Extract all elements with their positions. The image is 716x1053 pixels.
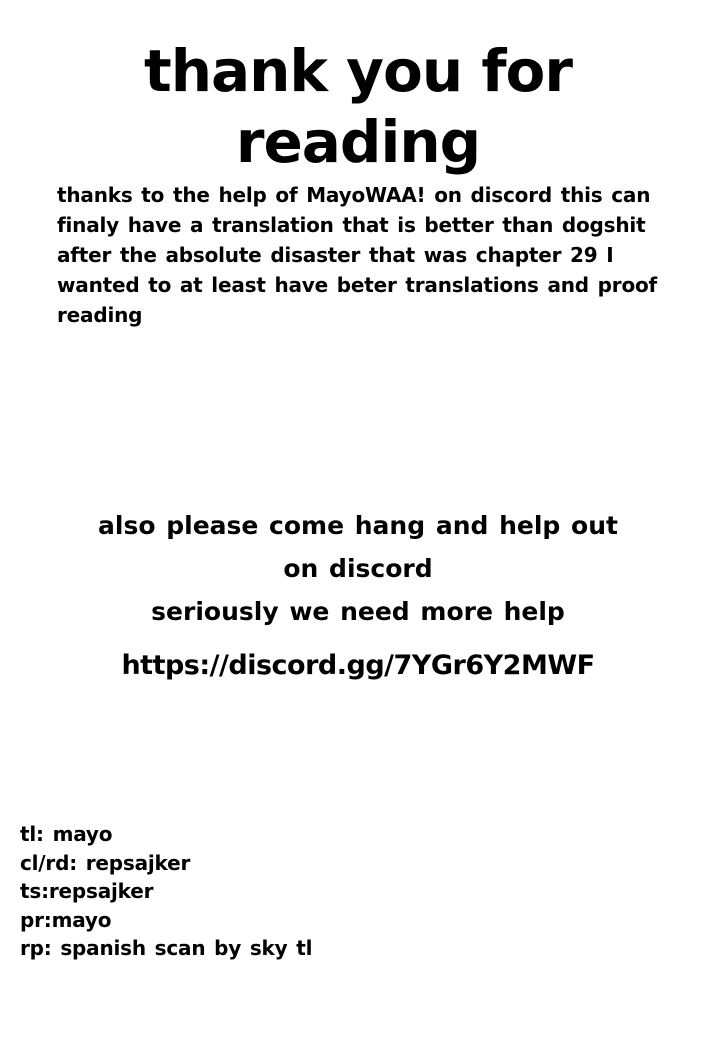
credit-line-cl-rd: cl/rd: repsajker (20, 850, 191, 875)
recruitment-line: on discord (283, 554, 433, 583)
intro-line: thanks to the help of MayoWAA! on discord this can (57, 183, 651, 207)
page-title-line-1: thank you for (143, 37, 573, 105)
intro-line: reading (57, 303, 143, 327)
intro-line: finaly have a translation that is better than dogshit (57, 213, 646, 237)
intro-paragraph (57, 180, 676, 330)
credits-list (20, 820, 312, 963)
page-title (0, 36, 716, 178)
intro-line: after the absolute disaster that was chapter 29 I (57, 243, 614, 267)
credit-line-ts: ts:repsajker (20, 879, 154, 903)
recruitment-line: seriously we need more help (151, 597, 565, 626)
discord-invite-link[interactable]: https://discord.gg/7YGr6Y2MWF (121, 650, 595, 681)
credit-line-pr: pr:mayo (20, 907, 112, 932)
page-title-line-2: reading (235, 108, 481, 176)
intro-line: wanted to at least have beter translations and proof (57, 273, 658, 297)
credit-line-rp: rp: spanish scan by sky tl (20, 936, 313, 960)
credit-line-tl: tl: mayo (20, 822, 113, 846)
recruitment-line: also please come hang and help out (98, 511, 618, 540)
recruitment-block (0, 504, 716, 687)
